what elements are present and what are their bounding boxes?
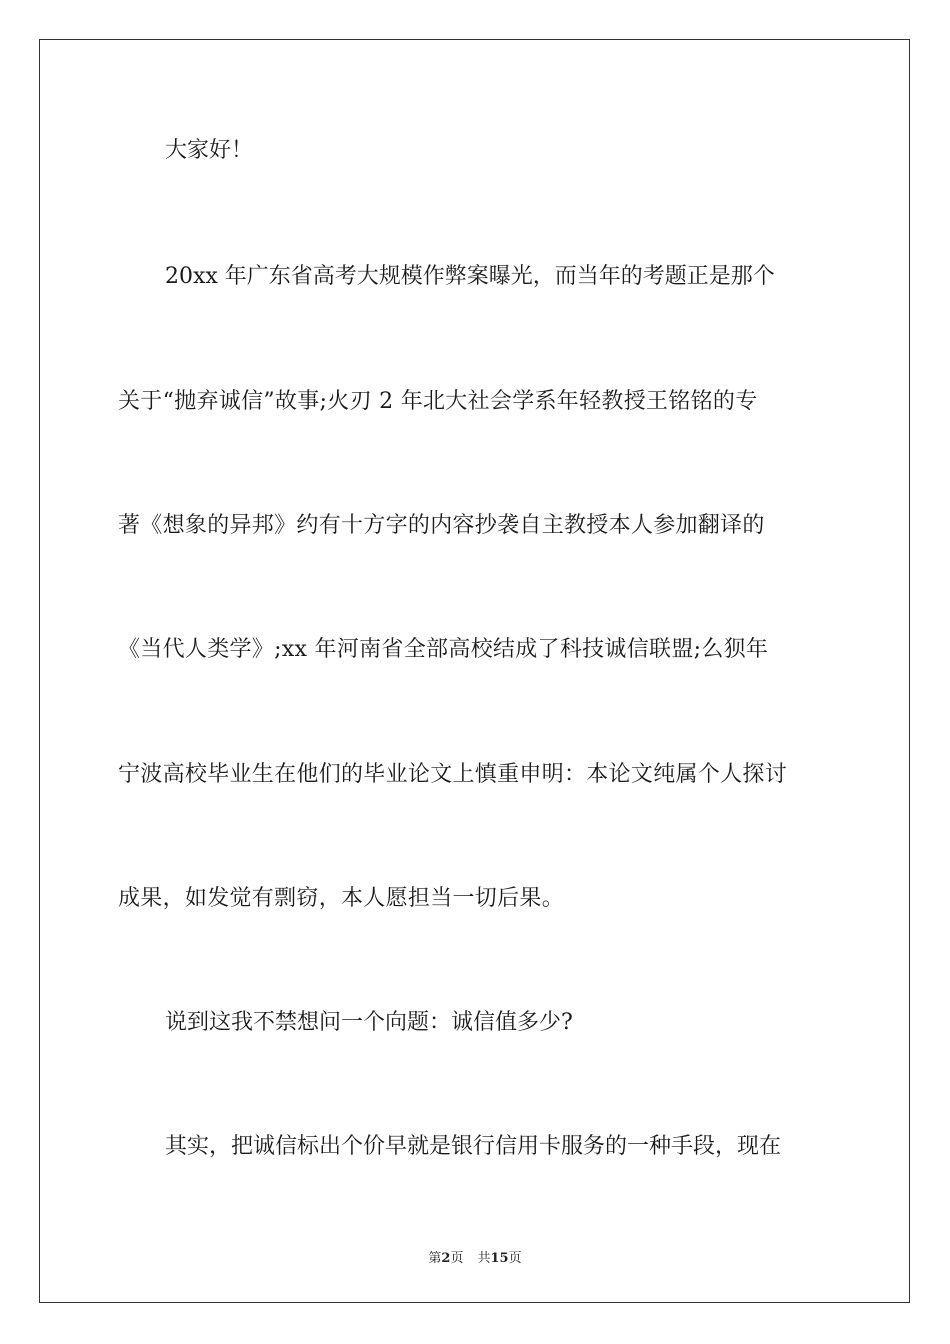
paragraph-line: 成果，如发觉有剽窃，本人愿担当一切后果。 [118,886,565,911]
paragraph-line: 宁波高校毕业生在他们的毕业论文上慎重申明：本论文纯属个人探讨 [118,762,788,787]
total-pages: 15 [490,1251,509,1266]
page-number: 2 [441,1251,451,1266]
page-prefix: 第 [428,1251,442,1266]
page-suffix: 页 [450,1251,464,1266]
paragraph-line: 著《想象的异邦》约有十方字的内容抄袭自主教授本人参加翻译的 [118,513,765,538]
page-border [39,39,910,1303]
paragraph-line: 关于“抛弃诚信”故事;火刃 2 年北大社会学系年轻教授王铭铭的专 [118,389,758,414]
paragraph-line: 说到这我不禁想问一个向题：诚信值多少? [165,1010,573,1035]
paragraph-line: 其实，把诚信标出个价早就是银行信用卡服务的一种手段，现在 [165,1134,782,1159]
paragraph-line: 20xx 年广东省高考大规模作弊案曝光，而当年的考题正是那个 [165,264,775,289]
page-footer [0,1247,950,1266]
greeting-line: 大家好！ [165,138,254,163]
total-suffix: 页 [508,1251,522,1266]
paragraph-line: 《当代人类学》;xx 年河南省全部高校结成了科技诚信联盟;么狈年 [118,637,769,662]
total-prefix: 共 [477,1251,491,1266]
